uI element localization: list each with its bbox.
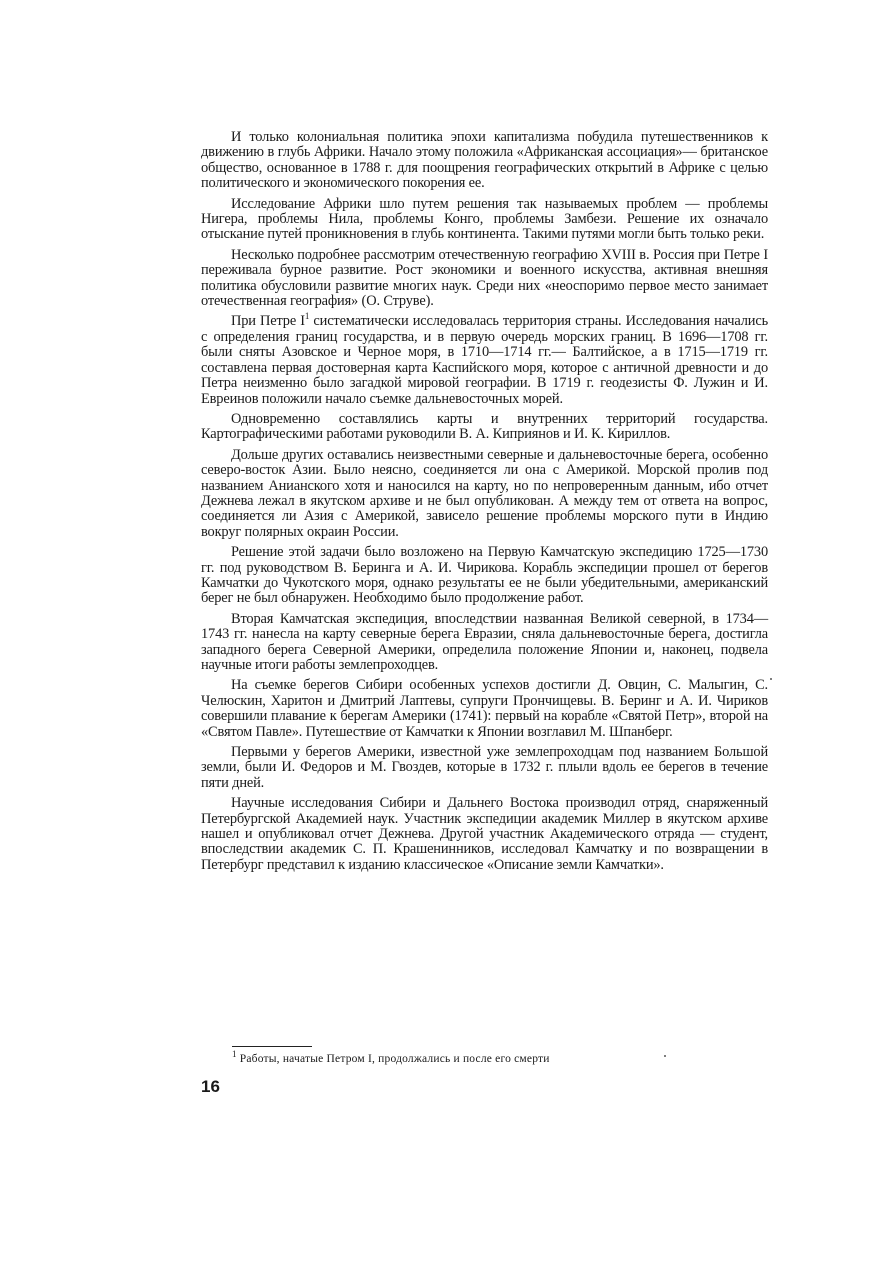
paragraph-siberia-survey: На съемке берегов Сибири особенных успехов достигли Д. Овцин, С. Малыгин, С. Челюскин, Харитон и Дмитрий Лаптевы, супруги Прончищевы. В. Беринг и А. И. Чириков совершили плавание к берегам Америки (1741): первый на корабле «Святой Петр», второй на «Святом Павле». Путешествие от Камчатки к Японии возглавил М. Шпанберг. [201, 677, 768, 740]
footnote-text: Работы, начатые Петром I, продолжались и после его смерти [239, 1053, 550, 1065]
paragraph-first-kamchatka: Решение этой задачи было возложено на Первую Камчатскую экспедицию 1725—1730 гг. под руководством В. Беринга и А. И. Чирикова. Корабль экспедиции прошел от берегов Камчатки до Чукотского моря, однако результаты ее не были убедительными, американский берег не был обнаружен. Необходимо было продолжение работ. [201, 544, 768, 607]
peter-paragraph-lead: При Петре I [231, 313, 305, 330]
scan-speck [770, 678, 772, 680]
paragraph-america-first: Первыми у берегов Америки, известной уже землепроходцам под названием Большой земли, были И. Федоров и М. Гвоздев, которые в 1732 г. плыли вдоль ее берегов в течение пяти дней. [201, 744, 768, 791]
footnote [232, 1049, 732, 1066]
footnote-reference: 1 [304, 311, 310, 322]
paragraph-academy-detachment: Научные исследования Сибири и Дальнего Востока производил отряд, снаряженный Петербургской Академией наук. Участник экспедиции академик Миллер в якутском архиве нашел и опубликовал отчет Дежнева. Другой участник Академического отряда — студент, впоследствии академик С. П. Крашенинников, исследовал Камчатку и по возвращении в Петербург представил к изданию классическое «Описание земли Камчатки». [201, 795, 768, 873]
paragraph-second-kamchatka: Вторая Камчатская экспедиция, впоследствии названная Великой северной, в 1734—1743 гг. нанесла на карту северные берега Евразии, сняла дальневосточные берега, достигла западного берега Северной Америки, определила положение Японии и, наконец, подвела научные итоги работы землепроходцев. [201, 610, 768, 673]
paragraph-northeast-asia: Дольше других оставались неизвестными северные и дальневосточные берега, особенно северо-восток Азии. Было неясно, соединяется ли она с Америкой. Морской пролив под названием Анианского хотя и наносился на карту, но по непроверенным данным, ибо отчет Дежнева лежал в якутском архиве и не был опубликован. А между тем от ответа на вопрос, соединяется ли Азия с Америкой, зависело решение проблемы морского пути в Индию вокруг полярных окраин России. [201, 446, 768, 540]
page-body [201, 130, 768, 878]
paragraph-africa-colonial: И только колониальная политика эпохи капитализма побудила путешественников к движению в глубь Африки. Начало этому положила «Африканская ассоциация»— британское общество, основанное в 1788 г. для поощрения географических открытий в Африке с целью политического и экономического покорения ее. [201, 129, 768, 192]
scan-speck [664, 1055, 666, 1057]
paragraph-peter-i [201, 311, 768, 407]
paragraph-internal-maps: Одновременно составлялись карты и внутренних территорий государства. Картографическими работами руководили В. А. Киприянов и И. К. Кириллов. [201, 410, 768, 443]
paragraph-africa-problems: Исследование Африки шло путем решения так называемых проблем — проблемы Нигера, проблемы Нила, проблемы Конго, проблемы Замбези. Решение их означало отыскание путей проникновения в глубь континента. Такими путями могли быть только реки. [201, 195, 768, 243]
footnote-marker: 1 [232, 1049, 237, 1060]
paragraph-russian-geography: Несколько подробнее рассмотрим отечественную географию XVIII в. Россия при Петре I переживала бурное развитие. Рост экономики и военного искусства, активная внешняя политика обусловили развитие многих наук. Среди них «неоспоримо первое место занимает отечественная география» (О. Струве). [201, 246, 768, 310]
page-number: 16 [201, 1077, 220, 1096]
footnote-divider [232, 1046, 312, 1047]
peter-paragraph-rest: систематически исследовалась территория страны. Исследования начались с определения границ государства, и в первую очередь морских границ. В 1696—1708 гг. были сняты Азовское и Черное моря, в 1710—1714 гг.— Балтийское, а в 1715—1719 гг. составлена первая достоверная карта Каспийского моря, которое с античной древности и до Петра неизменно было загадкой мировой географии. В 1719 г. геодезисты Ф. Лужин и И. Евреинов положили начало съемке дальневосточных морей. [201, 313, 768, 407]
